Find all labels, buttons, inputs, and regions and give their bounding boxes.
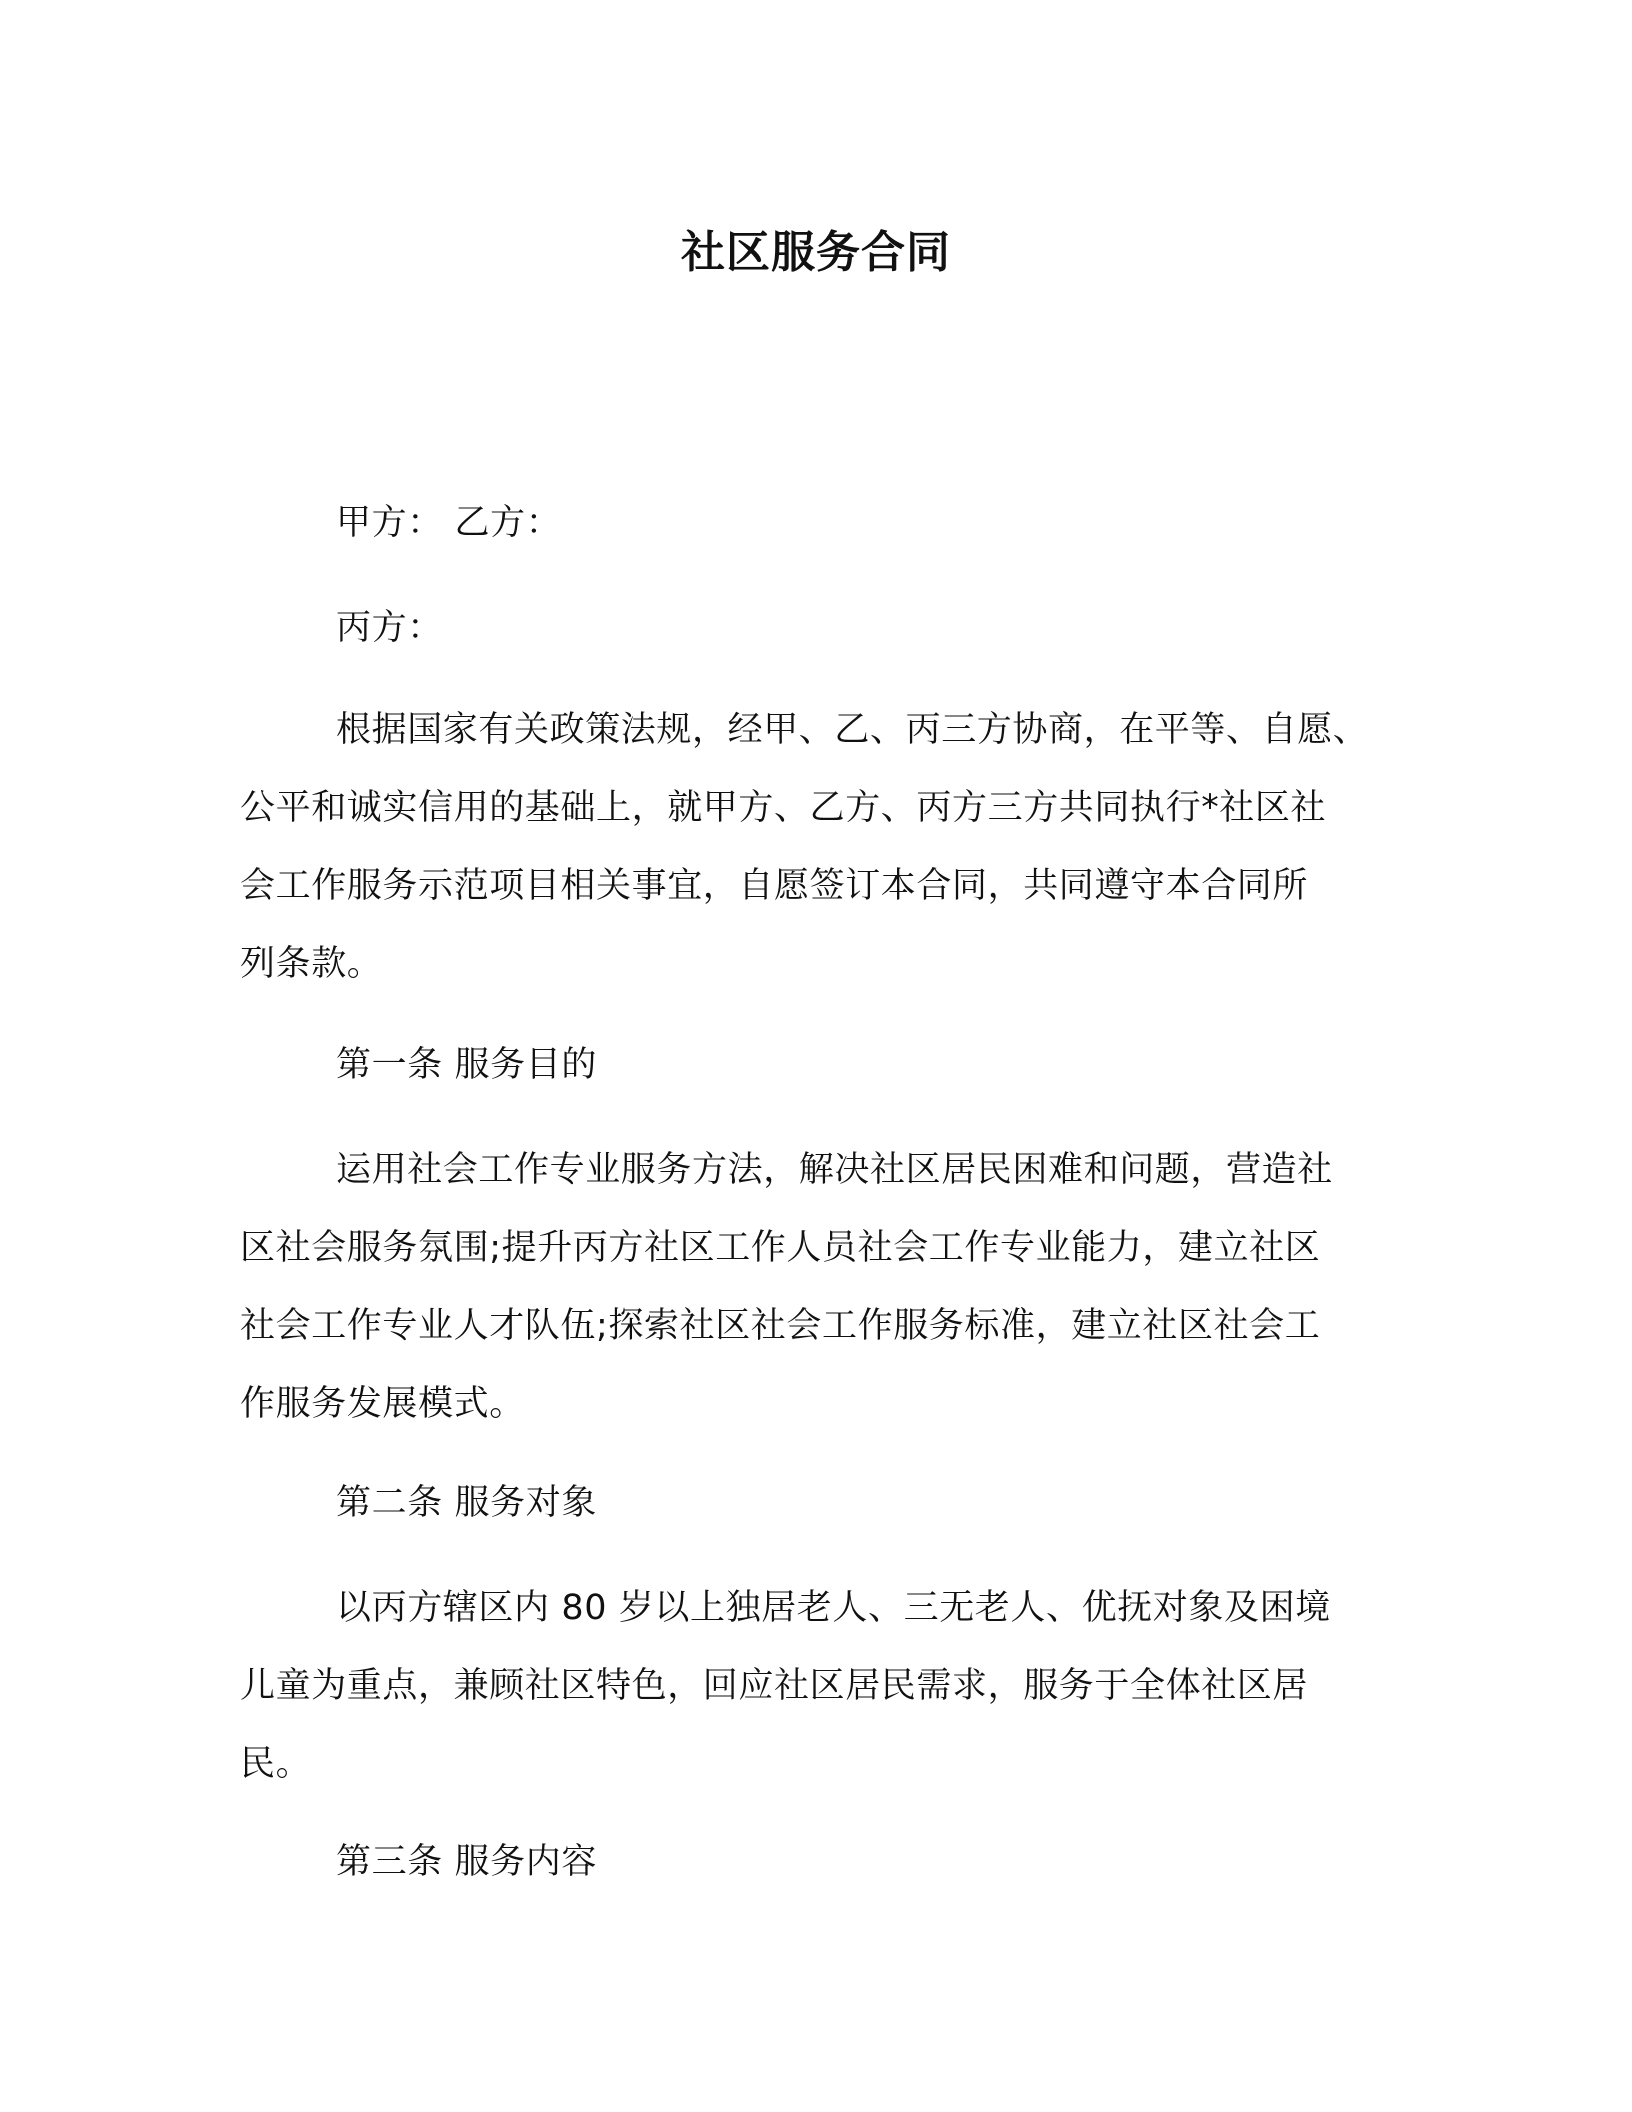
article3-heading [240, 1823, 1416, 1901]
article2-paragraph [240, 1569, 1416, 1803]
article2-line: 以丙方辖区内 80 岁以上独居老人、三无老人、优抚对象及困境 [336, 1588, 1331, 1628]
intro-line: 会工作服务示范项目相关事宜，自愿签订本合同，共同遵守本合同所 [240, 866, 1309, 906]
article2-line: 儿童为重点，兼顾社区特色，回应社区居民需求，服务于全体社区居 [240, 1666, 1309, 1706]
article1-line: 社会工作专业人才队伍;探索社区社会工作服务标准，建立社区社会工 [240, 1306, 1321, 1346]
parties-line [240, 484, 1416, 562]
party-c-line [240, 589, 1416, 667]
document-title: 社区服务合同 [681, 227, 951, 278]
intro-line: 根据国家有关政策法规，经甲、乙、丙三方协商，在平等、自愿、 [336, 710, 1369, 750]
article3-heading-text: 第三条 服务内容 [336, 1842, 597, 1882]
intro-line: 列条款。 [240, 944, 383, 984]
party-c-text: 丙方： [336, 608, 443, 648]
parties-line-text: 甲方： 乙方： [336, 503, 562, 543]
article1-line: 运用社会工作专业服务方法，解决社区居民困难和问题，营造社 [336, 1150, 1333, 1190]
article2-line: 民。 [240, 1744, 312, 1784]
article1-line: 作服务发展模式。 [240, 1384, 525, 1424]
article1-heading-text: 第一条 服务目的 [336, 1045, 597, 1085]
article1-heading [240, 1026, 1416, 1104]
article2-heading [240, 1464, 1416, 1542]
article2-heading-text: 第二条 服务对象 [336, 1483, 597, 1523]
intro-line: 公平和诚实信用的基础上，就甲方、乙方、丙方三方共同执行*社区社 [240, 788, 1327, 828]
article1-line: 区社会服务氛围;提升丙方社区工作人员社会工作专业能力，建立社区 [240, 1228, 1321, 1268]
article1-paragraph [240, 1131, 1416, 1443]
intro-paragraph [240, 691, 1416, 1003]
